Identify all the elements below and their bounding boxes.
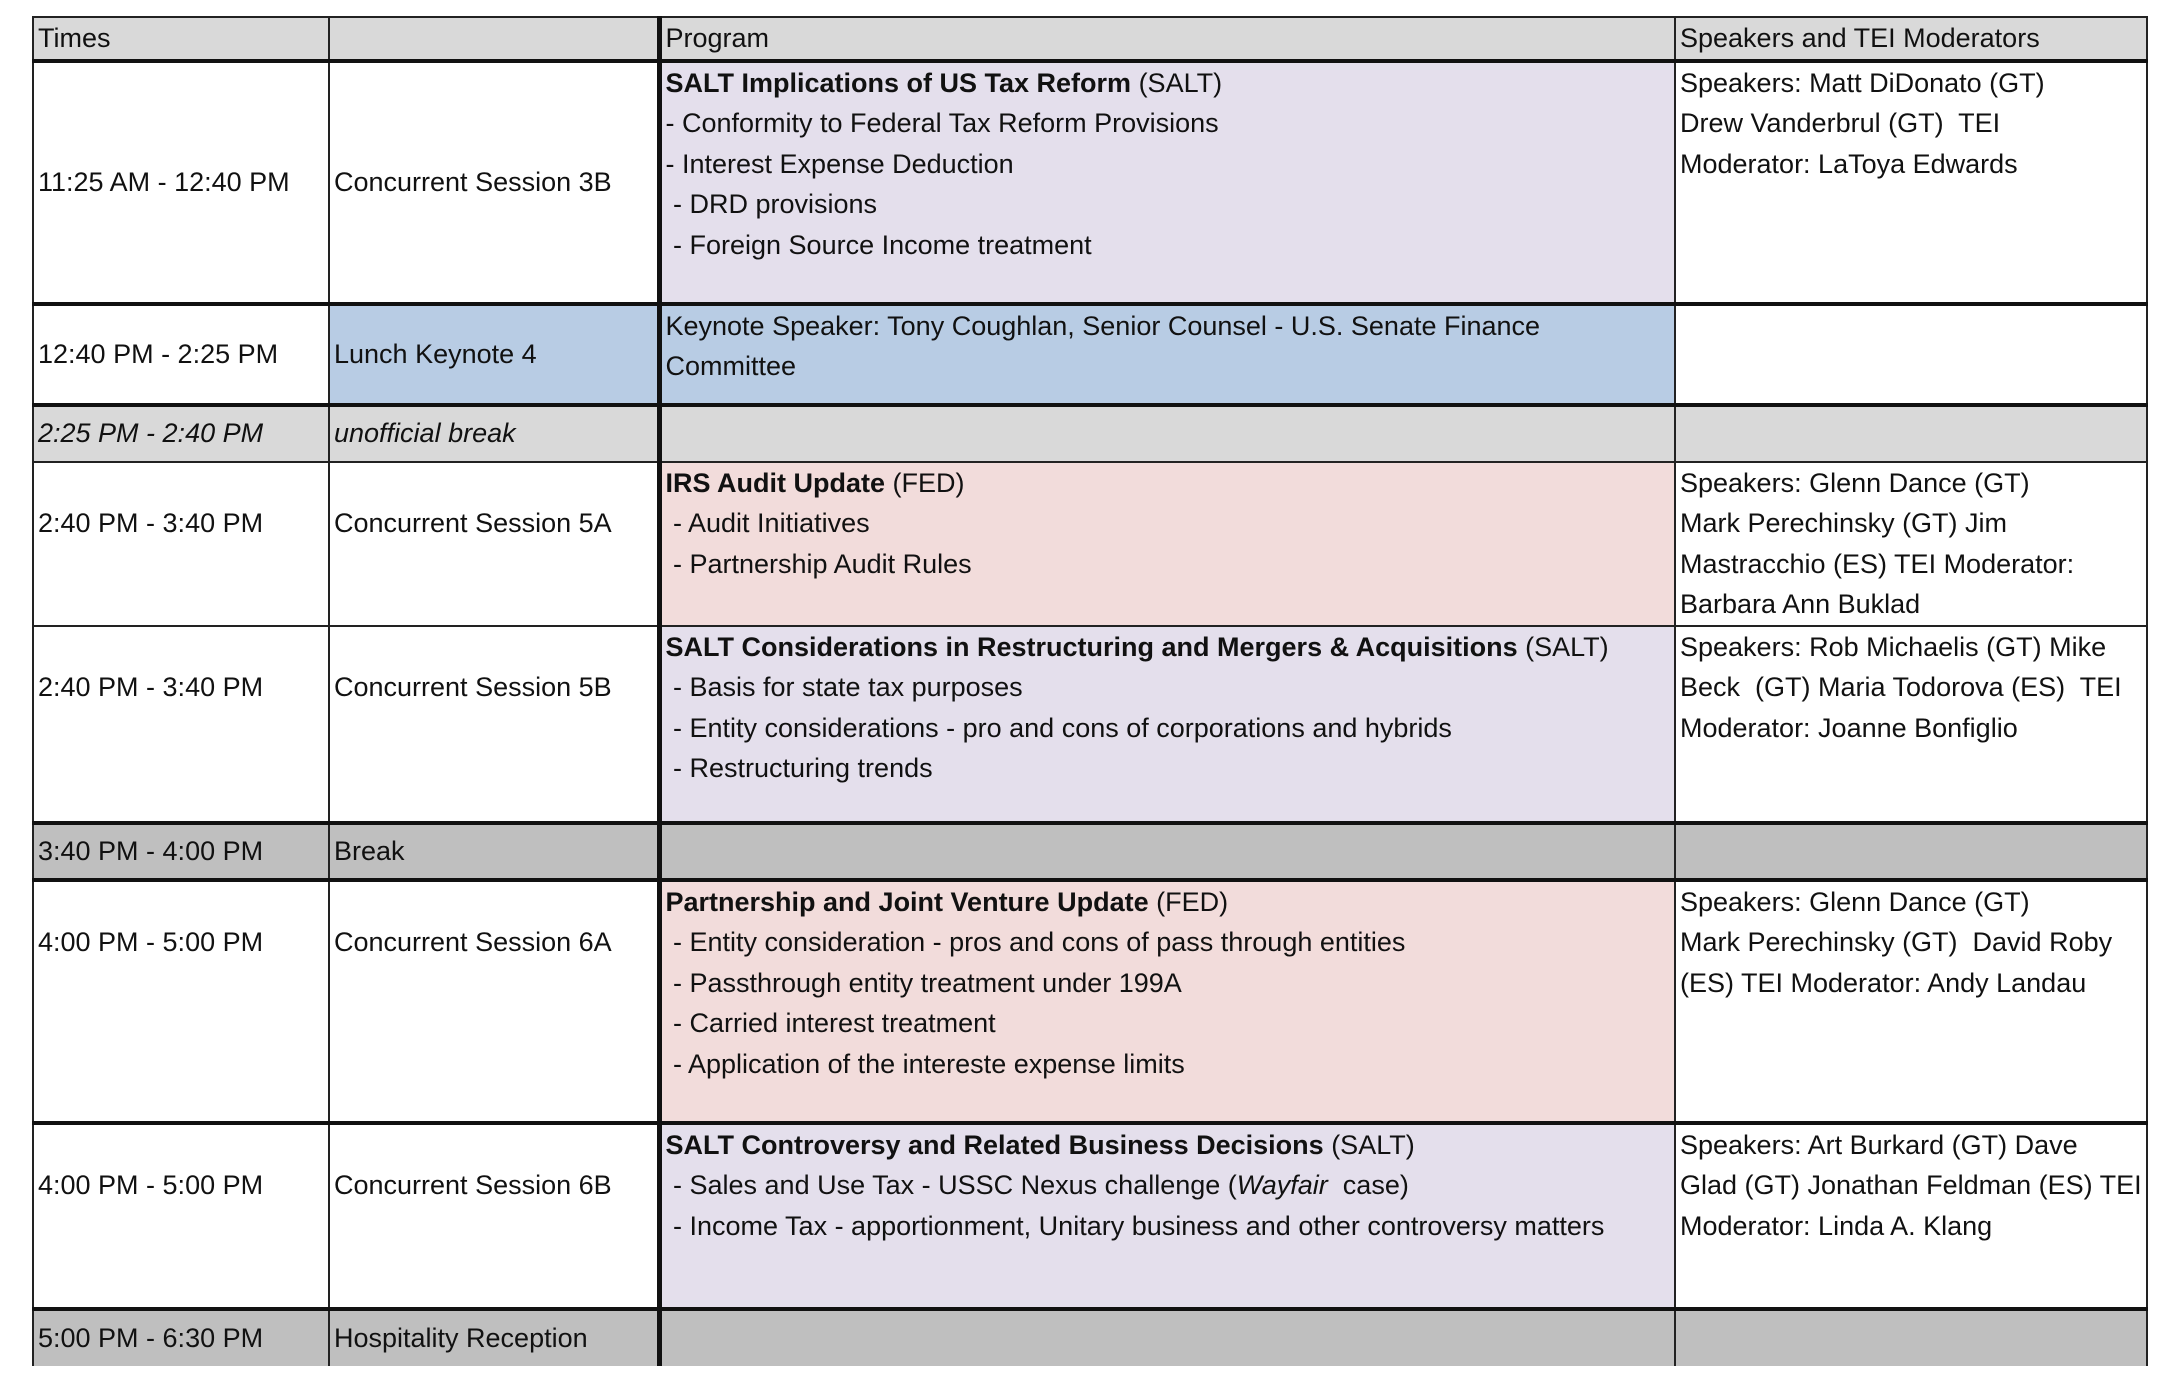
speakers-line: Speakers: Glenn Dance (GT) xyxy=(1680,467,2030,498)
row-session: Concurrent Session 3B xyxy=(329,61,659,304)
speakers-cell xyxy=(1675,1123,2147,1309)
case-name: Wayfair xyxy=(1236,1170,1328,1200)
program-cell xyxy=(659,304,1675,405)
row-session: unofficial break xyxy=(329,405,659,462)
program-item: - Entity consideration - pros and cons of pass through entities xyxy=(665,927,1406,957)
speakers-line: Drew Vanderbrul (GT) TEI xyxy=(1680,108,2001,138)
program-title-line xyxy=(666,627,1671,668)
speakers-line: Speakers: Matt DiDonato (GT) xyxy=(1680,67,2045,98)
row-time: 4:00 PM - 5:00 PM xyxy=(33,1123,329,1309)
row-time: 4:00 PM - 5:00 PM xyxy=(33,880,329,1123)
program-cell xyxy=(659,626,1675,823)
program-title: SALT Considerations in Restructuring and Mergers & Acquisitions xyxy=(665,631,1518,662)
session-row-6a xyxy=(33,880,2147,1123)
header-speakers: Speakers and TEI Moderators xyxy=(1675,17,2147,61)
program-item: - Basis for state tax purposes xyxy=(665,672,1023,702)
program-tag: (SALT) xyxy=(1517,631,1609,662)
program-title-line xyxy=(666,63,1671,104)
speakers-cell xyxy=(1675,61,2147,304)
program-item: - Interest Expense Deduction xyxy=(665,148,1014,179)
speakers-line: Mark Perechinsky (GT) Jim xyxy=(1680,508,2008,538)
row-session: Hospitality Reception xyxy=(329,1309,659,1366)
program-tag: (SALT) xyxy=(1131,67,1223,98)
row-time: 12:40 PM - 2:25 PM xyxy=(33,304,329,405)
speakers-line: (ES) TEI Moderator: Andy Landau xyxy=(1680,967,2087,998)
program-title: SALT Controversy and Related Business Decisions xyxy=(665,1129,1324,1160)
speakers-line: Moderator: Joanne Bonfiglio xyxy=(1680,712,2018,743)
session-row-6b xyxy=(33,1123,2147,1309)
program-cell xyxy=(659,823,1675,880)
program-cell xyxy=(659,462,1675,626)
row-time: 2:40 PM - 3:40 PM xyxy=(33,462,329,626)
program-line: Keynote Speaker: Tony Coughlan, Senior Counsel - U.S. Senate Finance xyxy=(665,310,1541,341)
session-row-5a xyxy=(33,462,2147,626)
program-item: - DRD provisions xyxy=(665,189,878,219)
program-title-line xyxy=(666,882,1671,923)
reception-row xyxy=(33,1309,2147,1366)
program-item: - Entity considerations - pro and cons of corporations and hybrids xyxy=(665,712,1452,743)
program-cell xyxy=(659,61,1675,304)
program-tag: (FED) xyxy=(1148,886,1229,917)
speakers-line: Mastracchio (ES) TEI Moderator: xyxy=(1680,548,2075,579)
program-cell xyxy=(659,1309,1675,1366)
break-row-unofficial xyxy=(33,405,2147,462)
speakers-line: Moderator: Linda A. Klang xyxy=(1680,1210,1993,1241)
session-row-keynote xyxy=(33,304,2147,405)
speakers-cell xyxy=(1675,823,2147,880)
header-times: Times xyxy=(33,17,329,61)
row-time: 2:25 PM - 2:40 PM xyxy=(33,405,329,462)
row-time: 2:40 PM - 3:40 PM xyxy=(33,626,329,823)
program-item: - Application of the intereste expense limits xyxy=(665,1048,1185,1079)
program-cell xyxy=(659,880,1675,1123)
program-cell xyxy=(659,1123,1675,1309)
speakers-line: Beck (GT) Maria Todorova (ES) TEI xyxy=(1680,672,2122,702)
speakers-line: Mark Perechinsky (GT) David Roby xyxy=(1680,927,2113,957)
schedule-table xyxy=(32,16,2148,1366)
row-session: Concurrent Session 5A xyxy=(329,462,659,626)
speakers-cell xyxy=(1675,405,2147,462)
header-session xyxy=(329,17,659,61)
program-title: IRS Audit Update xyxy=(665,467,885,498)
session-row-5b xyxy=(33,626,2147,823)
header-program: Program xyxy=(659,17,1675,61)
program-item: - Audit Initiatives xyxy=(665,508,870,538)
row-time: 5:00 PM - 6:30 PM xyxy=(33,1309,329,1366)
program-title: SALT Implications of US Tax Reform xyxy=(665,67,1132,98)
speakers-cell xyxy=(1675,1309,2147,1366)
row-session: Concurrent Session 5B xyxy=(329,626,659,823)
program-item: - Passthrough entity treatment under 199A xyxy=(665,967,1182,998)
speakers-line: Speakers: Art Burkard (GT) Dave xyxy=(1680,1129,2078,1160)
speakers-line: Speakers: Rob Michaelis (GT) Mike xyxy=(1680,631,2107,662)
program-cell xyxy=(659,405,1675,462)
program-title-line xyxy=(666,463,1671,504)
program-title-line xyxy=(666,1125,1671,1166)
program-tag: (SALT) xyxy=(1323,1129,1415,1160)
program-title: Partnership and Joint Venture Update xyxy=(665,886,1149,917)
speakers-line: Speakers: Glenn Dance (GT) xyxy=(1680,886,2030,917)
speakers-cell xyxy=(1675,462,2147,626)
program-item: - Conformity to Federal Tax Reform Provisions xyxy=(665,108,1219,138)
program-item: - Sales and Use Tax - USSC Nexus challenge (Wayfair case) xyxy=(665,1170,1409,1200)
program-item: - Partnership Audit Rules xyxy=(665,548,972,579)
break-row xyxy=(33,823,2147,880)
speakers-cell xyxy=(1675,626,2147,823)
row-session: Lunch Keynote 4 xyxy=(329,304,659,405)
program-item: - Carried interest treatment xyxy=(665,1008,996,1038)
program-item: - Foreign Source Income treatment xyxy=(665,229,1092,260)
program-line: Committee xyxy=(665,351,797,381)
speakers-line: Glad (GT) Jonathan Feldman (ES) TEI xyxy=(1680,1170,2142,1200)
speakers-line: Barbara Ann Buklad xyxy=(1680,589,1921,619)
header-row xyxy=(33,17,2147,61)
row-session: Break xyxy=(329,823,659,880)
program-item: - Income Tax - apportionment, Unitary business and other controversy matters xyxy=(665,1210,1605,1241)
row-time: 11:25 AM - 12:40 PM xyxy=(33,61,329,304)
speakers-cell xyxy=(1675,880,2147,1123)
program-item: - Restructuring trends xyxy=(665,753,933,783)
row-session: Concurrent Session 6B xyxy=(329,1123,659,1309)
program-tag: (FED) xyxy=(885,467,965,498)
row-session: Concurrent Session 6A xyxy=(329,880,659,1123)
row-time: 3:40 PM - 4:00 PM xyxy=(33,823,329,880)
session-row-3b xyxy=(33,61,2147,304)
speakers-line: Moderator: LaToya Edwards xyxy=(1680,148,2018,179)
speakers-cell xyxy=(1675,304,2147,405)
